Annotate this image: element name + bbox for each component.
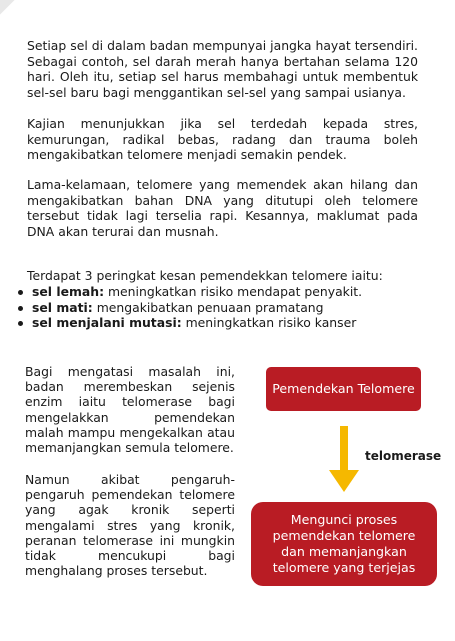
levels-heading: Terdapat 3 peringkat kesan pemendekkan telomere iaitu: [27, 268, 383, 283]
level-term: sel menjalani mutasi: [32, 315, 182, 331]
bullet-icon [18, 306, 23, 311]
telomere-shortening-box: Pemendekan Telomere [266, 367, 421, 411]
level-desc: meningkatkan risiko kanser [181, 315, 357, 331]
solution-paragraph-2: Namun akibat pengaruh-pengaruh pemendekan telomere yang agak kronik seperti mengalami stres yang kronik, peranan telomerase ini mungkin tidak mencukupi bagi menghalang proses tersebut. [25, 472, 235, 579]
list-item [14, 315, 434, 331]
intro-paragraph-3: Lama-kelamaan, telomere yang memendek akan hilang dan mengakibatkan bahan DNA yang ditutupi oleh telomere tersebut tidak lagi terselia rapi. Kesannya, maklumat pada DNA akan terurai dan musnah. [27, 177, 418, 239]
list-item [14, 284, 434, 300]
down-arrow-icon [329, 426, 359, 492]
levels-list [14, 284, 434, 331]
telomere-lengthening-box: Mengunci proses pemendekan telomere dan memanjangkan telomere yang terjejas [251, 502, 437, 586]
solution-paragraph-1: Bagi mengatasi masalah ini, badan merembeskan sejenis enzim iaitu telomerase bagi mengelakkan pemendekan malah mampu mengekalkan atau memanjangkan semula telomere. [25, 364, 235, 456]
page-corner-mark [0, 0, 16, 16]
intro-paragraph-1: Setiap sel di dalam badan mempunyai jangka hayat tersendiri. Sebagai contoh, sel darah merah hanya bertahan selama 120 hari. Oleh itu, setiap sel harus membahagi untuk membentuk sel-sel baru bagi menggantikan sel-sel yang sampai usianya. [27, 38, 418, 100]
level-term: sel mati: [32, 299, 93, 315]
telomerase-label: telomerase [365, 449, 442, 463]
bullet-icon [18, 290, 23, 295]
list-item [14, 300, 434, 316]
level-desc: meningkatkan risiko mendapat penyakit. [104, 284, 363, 299]
level-term: sel lemah: [32, 284, 105, 299]
intro-paragraph-2: Kajian menunjukkan jika sel terdedah kepada stres, kemurungan, radikal bebas, radang dan trauma boleh mengakibatkan telomere menjadi semakin pendek. [27, 116, 418, 163]
bullet-icon [18, 321, 23, 326]
level-desc: mengakibatkan penuaan pramatang [92, 299, 324, 315]
